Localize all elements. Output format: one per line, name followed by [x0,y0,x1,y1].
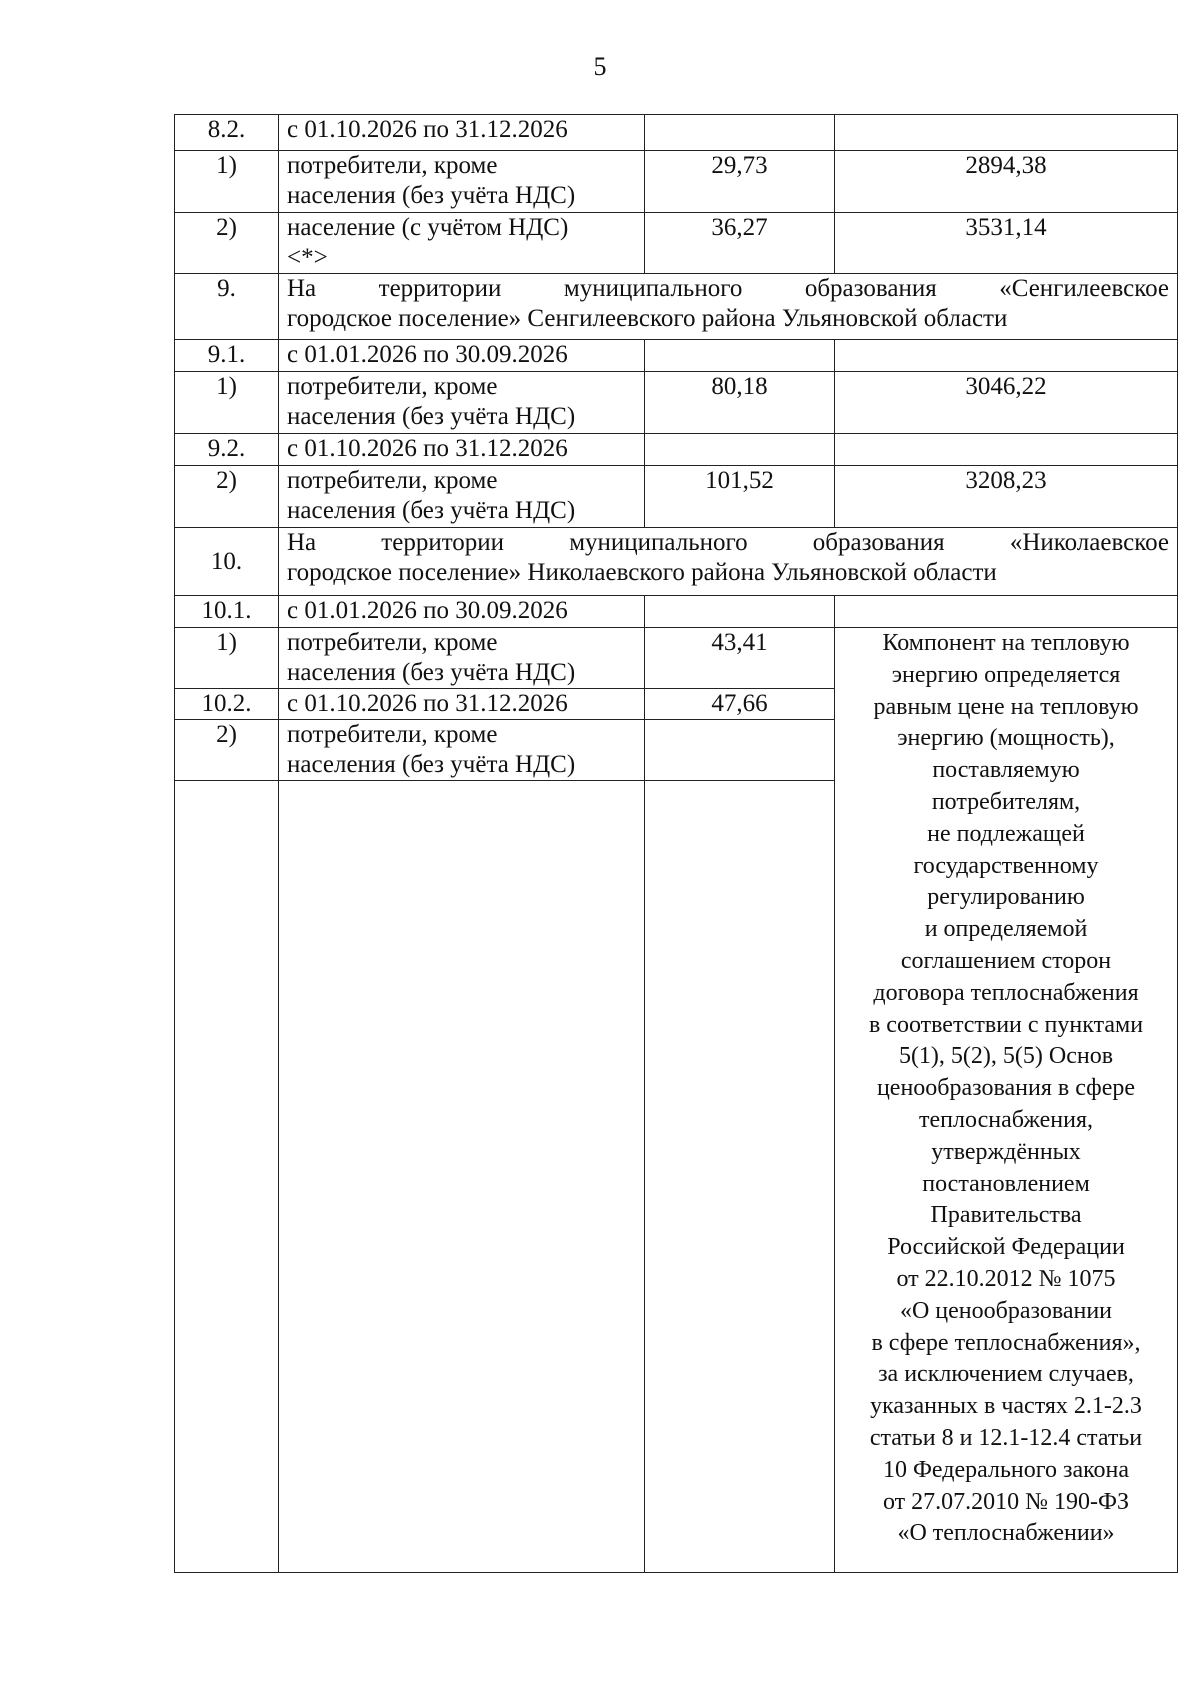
table-row [175,434,1178,466]
consumer-line: население (с учётом НДС) [287,214,569,241]
consumer-line: потребители, кроме [287,467,498,494]
note-line: не подлежащей [927,820,1085,847]
row-number: 10.2. [175,689,279,720]
row-number: 8.2. [175,115,279,151]
territory-line: городское поселение» Сенгилеевского района Ульяновской области [287,305,1008,332]
period-cell: с 01.10.2026 по 31.12.2026 [279,689,645,720]
value-cell: 47,66 [645,689,835,720]
table-row [175,151,1178,213]
consumer-cell [279,213,645,274]
note-line: в соответствии с пунктами [868,1011,1144,1038]
table-row [175,213,1178,274]
consumer-line: потребители, кроме [287,629,498,656]
consumer-cell [279,628,645,689]
row-number: 1) [175,151,279,213]
row-number: 9.2. [175,434,279,466]
consumer-line: населения (без учёта НДС) [287,659,576,686]
note-line: постановлением [922,1170,1090,1197]
note-line: энергию (мощность), [897,725,1115,752]
territory-cell [279,274,1178,340]
consumer-line: населения (без учёта НДС) [287,182,576,209]
table-row [175,115,1178,151]
note-line: в сфере теплоснабжения», [871,1329,1141,1356]
territory-line: На территории муниципального образования «Сенгилеевское [287,275,1169,302]
row-number: 1) [175,628,279,689]
value-cell: 3531,14 [835,213,1178,274]
value-cell: 80,18 [645,372,835,434]
row-number: 1) [175,372,279,434]
consumer-line: потребители, кроме [287,152,498,179]
row-number: 2) [175,720,279,781]
note-line: Правительства [930,1202,1082,1229]
note-line: за исключением случаев, [878,1361,1134,1388]
note-line: равным цене на тепловую [873,693,1139,720]
note-line: от 22.10.2012 № 1075 [896,1265,1116,1292]
note-line: и определяемой [924,916,1088,943]
consumer-line: <*> [287,244,328,271]
row-number: 10. [175,528,279,596]
note-line: соглашением сторон [900,947,1112,974]
value-cell: 29,73 [645,151,835,213]
table-row [175,274,1178,340]
table-row [175,596,1178,628]
period-cell: с 01.10.2026 по 31.12.2026 [279,115,645,151]
value-cell: 101,52 [645,466,835,528]
note-line: 10 Федерального закона [882,1456,1130,1483]
note-line: указанных в частях 2.1-2.3 [870,1393,1142,1420]
row-number: 10.1. [175,596,279,628]
note-line: статьи 8 и 12.1-12.4 статьи [869,1424,1143,1451]
note-line: Российской Федерации [887,1234,1125,1261]
value-cell: 43,41 [645,628,835,689]
row-number: 2) [175,213,279,274]
consumer-cell [279,466,645,528]
note-line: 5(1), 5(2), 5(5) Основ [898,1043,1114,1070]
period-cell: с 01.01.2026 по 30.09.2026 [279,340,645,372]
note-line: «О теплоснабжении» [897,1520,1115,1547]
page-number: 5 [593,52,607,81]
row-number: 9.1. [175,340,279,372]
period-cell: с 01.10.2026 по 31.12.2026 [279,434,645,466]
consumer-cell [279,372,645,434]
table-row [175,628,1178,689]
table-row [175,528,1178,596]
note-line: Компонент на тепловую [882,630,1130,656]
value-cell: 3208,23 [835,466,1178,528]
note-text [843,628,1169,1550]
note-line: «О ценообразовании [899,1297,1113,1324]
tariff-table [174,114,1178,1573]
consumer-line: населения (без учёта НДС) [287,497,576,524]
table-row [175,372,1178,434]
note-line: от 27.07.2010 № 190-ФЗ [882,1488,1130,1515]
note-line: энергию определяется [891,661,1121,688]
period-cell: с 01.01.2026 по 30.09.2026 [279,596,645,628]
note-line: государственному [913,852,1099,879]
consumer-cell [279,720,645,781]
table-row [175,340,1178,372]
note-line: утверждённых [931,1138,1081,1165]
note-line: поставляемую [932,757,1080,784]
consumer-line: населения (без учёта НДС) [287,751,576,778]
note-line: потребителям, [931,788,1081,815]
note-line: теплоснабжения, [919,1106,1093,1133]
row-number: 2) [175,466,279,528]
territory-line: На территории муниципального образования «Николаевское [287,529,1169,556]
value-cell: 2894,38 [835,151,1178,213]
consumer-line: потребители, кроме [287,721,498,748]
territory-line: городское поселение» Николаевского района Ульяновской области [287,559,997,586]
consumer-line: населения (без учёта НДС) [287,403,576,430]
table-row [175,466,1178,528]
row-number: 9. [175,274,279,340]
consumer-line: потребители, кроме [287,373,498,400]
territory-cell [279,528,1178,596]
heat-energy-note [835,628,1178,1573]
note-line: регулированию [927,884,1085,911]
consumer-cell [279,151,645,213]
value-cell: 36,27 [645,213,835,274]
value-cell: 3046,22 [835,372,1178,434]
note-line: договора теплоснабжения [873,979,1139,1006]
note-line: ценообразования в сфере [876,1075,1136,1102]
